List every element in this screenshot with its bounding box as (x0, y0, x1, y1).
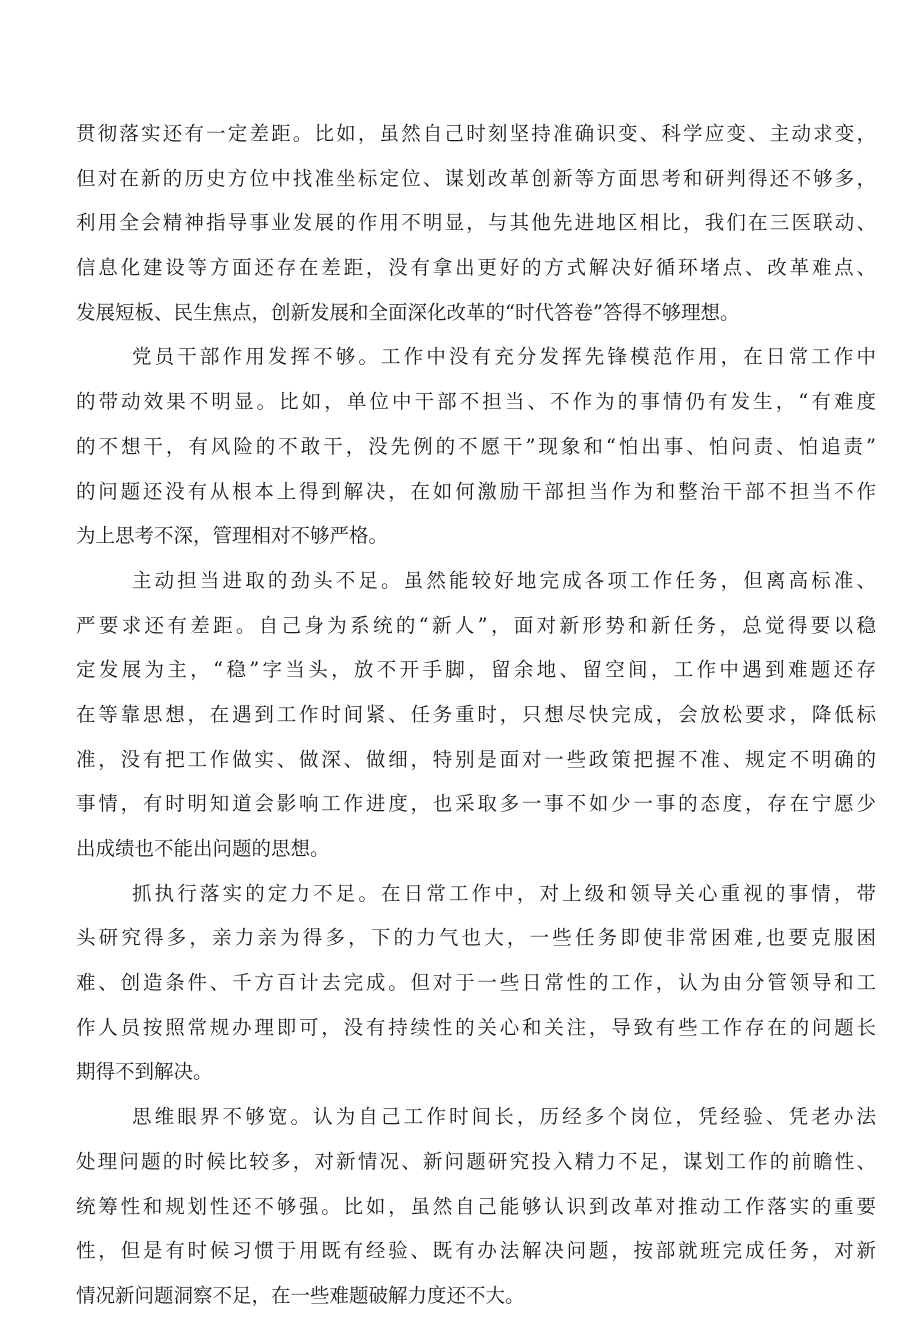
text-line: 作人员按照常规办理即可，没有持续性的关心和关注，导致有些工作存在的问题长 (76, 1015, 876, 1039)
text-line: 性，但是有时候习惯于用既有经验、既有办法解决问题，按部就班完成任务，对新 (76, 1239, 876, 1263)
text-line: 贯彻落实还有一定差距。比如，虽然自己时刻坚持准确识变、科学应变、主动求变， (76, 122, 876, 145)
paragraph-vision (76, 1095, 876, 1318)
text-line: 在等靠思想，在遇到工作时间紧、任务重时，只想尽快完成，会放松要求，降低标 (76, 702, 876, 726)
text-line: 的问题还没有从根本上得到解决，在如何激励干部担当作为和整治干部不担当不作 (76, 479, 876, 503)
paragraph-execution (76, 872, 876, 1095)
text-line: 但对在新的历史方位中找准坐标定位、谋划改革创新等方面思考和研判得还不够多， (76, 166, 876, 190)
text-line: 情况新问题洞察不足，在一些难题破解力度还不大。 (76, 1283, 525, 1307)
text-line: 的不想干，有风险的不敢干，没先例的不愿干”现象和“怕出事、怕问责、怕追责” (76, 434, 876, 458)
text-line: 准，没有把工作做实、做深、做细，特别是面对一些政策把握不准、规定不明确的 (76, 747, 876, 771)
text-line: 难、创造条件、千方百计去完成。但对于一些日常性的工作，认为由分管领导和工 (76, 971, 876, 995)
text-line: 党员干部作用发挥不够。工作中没有充分发挥先锋模范作用，在日常工作中 (132, 345, 876, 369)
text-line: 期得不到解决。 (76, 1060, 213, 1084)
text-line: 思维眼界不够宽。认为自己工作时间长，历经多个岗位，凭经验、凭老办法 (132, 1105, 876, 1129)
text-line: 出成绩也不能出问题的思想。 (76, 837, 330, 860)
text-line: 严要求还有差距。自己身为系统的“新人”，面对新形势和新任务，总觉得要以稳 (76, 613, 876, 637)
text-line: 统筹性和规划性还不够强。比如，虽然自己能够认识到改革对推动工作落实的重要 (76, 1194, 876, 1218)
paragraph-reform-gap (76, 112, 876, 335)
text-line: 头研究得多，亲力亲为得多，下的力气也大，一些任务即使非常困难,也要克服困 (76, 926, 876, 950)
text-line: 发展短板、民生焦点，创新发展和全面深化改革的“时代答卷”答得不够理想。 (76, 300, 740, 324)
text-line: 定发展为主，“稳”字当头，放不开手脚，留余地、留空间，工作中遇到难题还存 (76, 658, 876, 682)
text-line: 处理问题的时候比较多，对新情况、新问题研究投入精力不足，谋划工作的前瞻性、 (76, 1149, 876, 1173)
text-line: 抓执行落实的定力不足。在日常工作中，对上级和领导关心重视的事情，带 (132, 881, 876, 905)
text-line: 信息化建设等方面还存在差距，没有拿出更好的方式解决好循环堵点、改革难点、 (76, 256, 876, 280)
text-line: 为上思考不深，管理相对不够严格。 (76, 524, 389, 548)
paragraph-cadre-role (76, 335, 876, 558)
document-body (76, 112, 876, 1319)
text-line: 事情，有时明知道会影响工作进度，也采取多一事不如少一事的态度，存在宁愿少 (76, 792, 876, 816)
text-line: 的带动效果不明显。比如，单位中干部不担当、不作为的事情仍有发生，“有难度 (76, 390, 876, 414)
paragraph-initiative (76, 559, 876, 872)
text-line: 主动担当进取的劲头不足。虽然能较好地完成各项工作任务，但离高标准、 (132, 568, 876, 592)
text-line: 利用全会精神指导事业发展的作用不明显，与其他先进地区相比，我们在三医联动、 (76, 211, 876, 235)
